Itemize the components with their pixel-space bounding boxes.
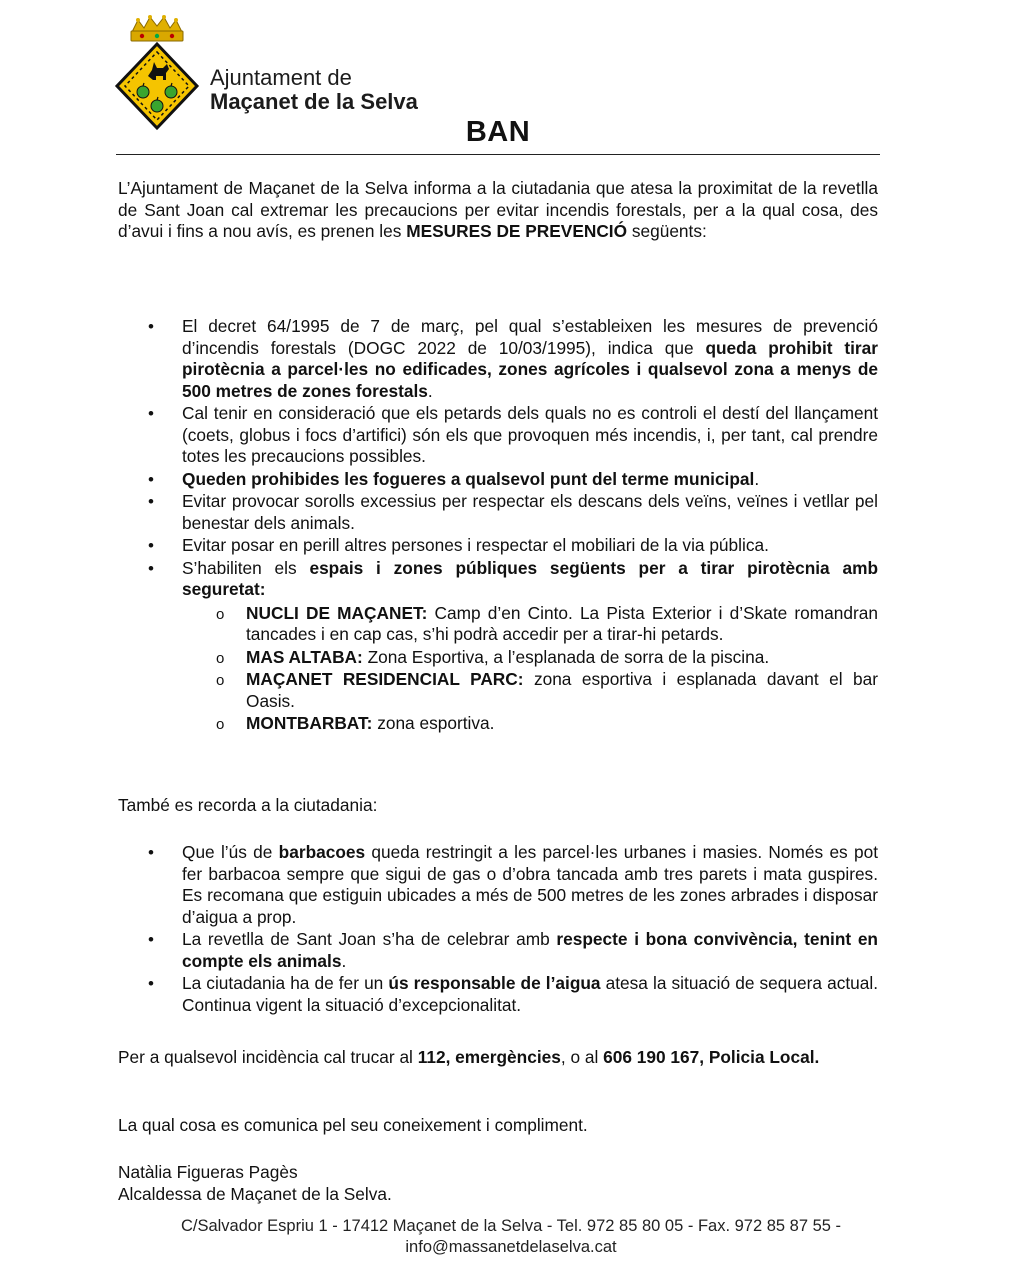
zone-item: o MAS ALTABA: Zona Esportiva, a l’esplanada de sorra de la piscina.	[182, 647, 878, 669]
footer-contact	[0, 1216, 1022, 1258]
measure-item: • El decret 64/1995 de 7 de març, pel qual s’estableixen les mesures de prevenció d’incendis forestals (DOGC 2022 de 10/03/1995), indica que queda prohibit tirar pirotècnia a parcel·les no edificades, zones agrícoles i qualsevol zona a menys de 500 metres de zones forestals.	[118, 316, 878, 402]
reminder-intro: També es recorda a la ciutadania:	[118, 795, 378, 815]
signature-block	[118, 1162, 878, 1205]
intro-bold: MESURES DE PREVENCIÓ	[406, 221, 628, 241]
measure-item: • Evitar provocar sorolls excessius per respectar els descans dels veïns, veïnes i vetllar pel benestar dels animals.	[118, 491, 878, 534]
zone-item: o NUCLI DE MAÇANET: Camp d’en Cinto. La Pista Exterior i d’Skate romandran tancades i en cap cas, s’hi podrà accedir per a tirar-hi petards.	[182, 603, 878, 646]
reminder-item: • La ciutadania ha de fer un ús responsable de l’aigua atesa la situació de sequera actual. Continua vigent la situació d’excepcionalitat.	[118, 973, 878, 1016]
crown-icon	[131, 15, 183, 41]
org-line-2: Maçanet de la Selva	[210, 89, 418, 114]
reminder-item: • Que l’ús de barbacoes queda restringit a les parcel·les urbanes i masies. Només es pot fer barbacoa sempre que sigui de gas o d’obra tancada amb tres parets i mata guspires. Es recomana que estiguin ubicades a més de 500 metres de les zones arbrades i disposar d’aigua a prop.	[118, 842, 878, 928]
intro-text: L’Ajuntament de Maçanet de la Selva informa a la ciutadania que atesa la proximitat de la revetlla de Sant Joan cal extremar les precaucions per evitar incendis forestals, per a la qual cosa, des d’avui i fins a nou avís, es prenen les	[118, 178, 878, 241]
reminder-item: • La revetlla de Sant Joan s’ha de celebrar amb respecte i bona convivència, tenint en compte els animals.	[118, 929, 878, 972]
org-line-1: Ajuntament de	[210, 65, 352, 90]
zone-item: o MAÇANET RESIDENCIAL PARC: zona esportiva i esplanada davant el bar Oasis.	[182, 669, 878, 712]
signatory-name: Natàlia Figueras Pagès	[118, 1162, 298, 1182]
organization-name	[210, 66, 418, 114]
footer-address: C/Salvador Espriu 1 - 17412 Maçanet de la Selva - Tel. 972 85 80 05 - Fax. 972 85 87 55 -	[180, 1217, 842, 1235]
measure-item: • Cal tenir en consideració que els petards dels quals no es controli el destí del llançament (coets, globus i focs d’artifici) són els que provoquen més incendis, i, per tant, cal prendre totes les precaucions possibles.	[118, 403, 878, 468]
measure-item: • S’habiliten els espais i zones públiques següents per a tirar pirotècnia amb seguretat: o NUCLI DE MAÇANET: Camp d’en Cinto. La Pista Exterior i d’Skate romandran tancades i en cap cas, s’hi podrà accedir per a tirar-hi petards. o MAS ALTABA: Zona Esportiva, a l’esplanada de sorra de la piscina. o MAÇANET RESIDENCIAL PARC: zona esportiva i esplanada davant el bar Oasis. o MONTBARBAT: zona esportiva.	[118, 558, 878, 735]
footer-email: info@massanetdelaselva.cat	[405, 1238, 617, 1256]
municipal-coat-of-arms-logo	[112, 14, 202, 132]
intro-paragraph	[118, 178, 878, 243]
intro-tail: següents:	[627, 221, 707, 241]
zone-item: o MONTBARBAT: zona esportiva.	[182, 713, 878, 735]
fireworks-zones-list	[182, 603, 878, 735]
measure-item: • Evitar posar en perill altres persones i respectar el mobiliari de la via pública.	[118, 535, 878, 557]
closing-paragraph: La qual cosa es comunica pel seu coneixement i compliment.	[118, 1115, 588, 1135]
document-title: BAN	[465, 116, 531, 148]
prevention-measures-list	[118, 316, 878, 736]
reminders-list	[118, 842, 878, 1017]
title-divider	[116, 154, 880, 155]
contact-paragraph: Per a qualsevol incidència cal trucar al 112, emergències, o al 606 190 167, Policia Local.	[118, 1047, 820, 1067]
measure-item: • Queden prohibides les fogueres a qualsevol punt del terme municipal.	[118, 469, 878, 491]
signatory-role: Alcaldessa de Maçanet de la Selva.	[118, 1183, 392, 1204]
